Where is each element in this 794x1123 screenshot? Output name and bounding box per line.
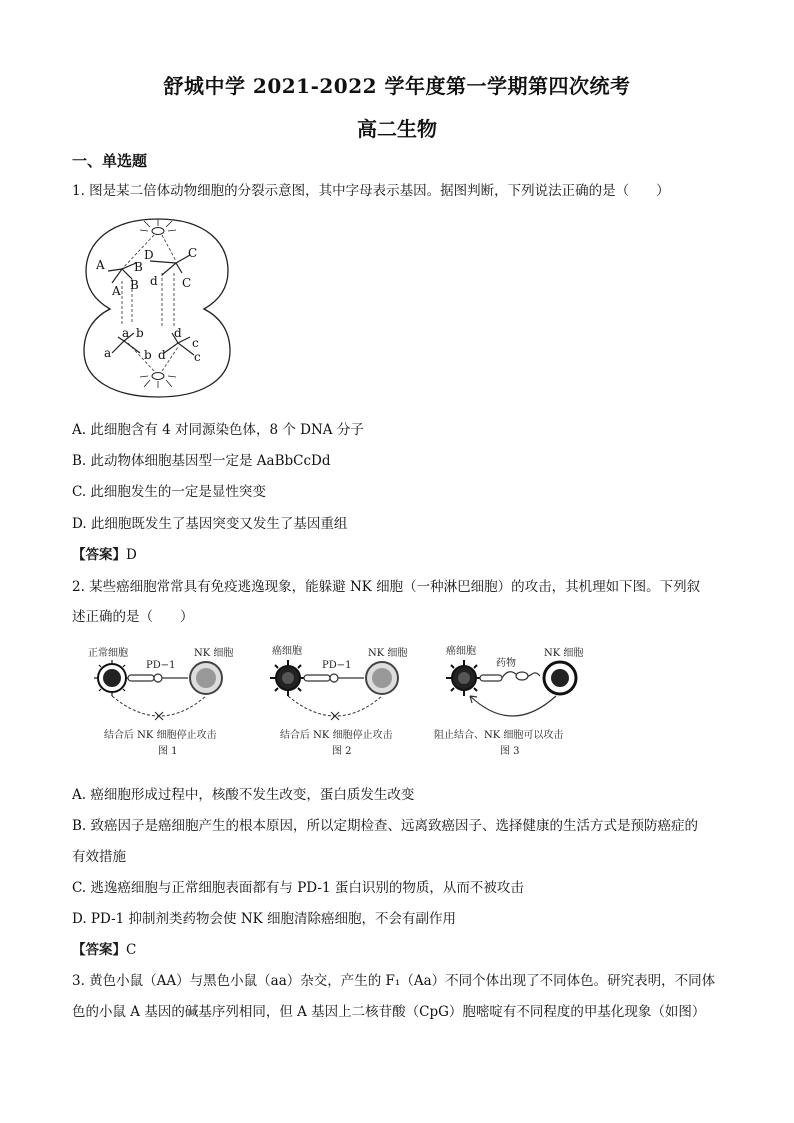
fig3-name: 图 3 <box>500 746 520 757</box>
gene-label: d <box>174 326 182 340</box>
fig3-right-label: NK 细胞 <box>544 648 584 659</box>
fig3-left-label: 癌细胞 <box>446 646 476 657</box>
q2-stem-line1: 2. 某些癌细胞常常具有免疫逃逸现象，能躲避 NK 细胞（一种淋巴细胞）的攻击，其机理如下图。下列叙 <box>72 579 701 595</box>
gene-label: c <box>192 336 199 350</box>
answer-tag: 【答案】 <box>72 547 126 563</box>
q2-stem-line2: 述正确的是（ ） <box>72 609 194 625</box>
gene-label: B <box>134 260 143 274</box>
gene-label: A <box>96 258 105 272</box>
fig1-caption: 结合后 NK 细胞停止攻击 <box>104 730 217 741</box>
fig1-mid-label: PD−1 <box>146 660 176 671</box>
gene-label: d <box>150 274 158 288</box>
gene-label: a <box>104 346 112 360</box>
cancer-cell-icon <box>270 660 306 696</box>
gene-label: B <box>130 278 139 292</box>
q1-answer <box>72 546 137 564</box>
fig2-right-label: NK 细胞 <box>368 648 408 659</box>
gene-label: b <box>144 348 152 362</box>
cell-division-figure <box>78 213 238 407</box>
gene-label: A <box>112 284 121 298</box>
page-title: 舒城中学 2021-2022 学年度第一学期第四次统考 <box>163 74 631 98</box>
answer-value: C <box>126 942 137 958</box>
q1-option-b: B. 此动物体细胞基因型一定是 AaBbCcDd <box>72 453 331 469</box>
fig2-mid-label: PD−1 <box>322 660 352 671</box>
fig1-left-label: 正常细胞 <box>88 648 128 659</box>
fig1-name: 图 1 <box>158 746 178 757</box>
q2-option-b-cont: 有效措施 <box>72 849 126 865</box>
nk-cell-icon <box>366 662 398 694</box>
q2-option-c: C. 逃逸癌细胞与正常细胞表面都有与 PD-1 蛋白识别的物质，从而不被攻击 <box>72 880 524 896</box>
gene-label: C <box>188 246 198 260</box>
fig2-caption: 结合后 NK 细胞停止攻击 <box>280 730 393 741</box>
q2-option-a: A. 癌细胞形成过程中，核酸不发生改变，蛋白质发生改变 <box>72 787 415 803</box>
q1-stem: 1. 图是某二倍体动物细胞的分裂示意图，其中字母表示基因。据图判断，下列说法正确的是（ ） <box>72 183 670 199</box>
fig3-mid-label: 药物 <box>496 658 516 669</box>
gene-label: C <box>182 276 192 290</box>
cancer-cell-icon <box>446 660 482 696</box>
q2-option-d: D. PD-1 抑制剂类药物会使 NK 细胞清除癌细胞，不会有副作用 <box>72 911 457 927</box>
answer-tag: 【答案】 <box>72 942 126 958</box>
fig1-right-label: NK 细胞 <box>194 648 234 659</box>
q1-option-a: A. 此细胞含有 4 对同源染色体，8 个 DNA 分子 <box>72 422 364 438</box>
gene-label: d <box>158 348 166 362</box>
q3-line1: 3. 黄色小鼠（AA）与黑色小鼠（aa）杂交，产生的 F₁（Aa）不同个体出现了不同体色。研究表明，不同体 <box>72 973 716 989</box>
q2-option-b: B. 致癌因子是癌细胞产生的根本原因，所以定期检查、远离致癌因子、选择健康的生活方式是预防癌症的 <box>72 818 699 834</box>
gene-label: D <box>144 248 154 262</box>
nk-cell-icon <box>544 662 576 694</box>
fig2-name: 图 2 <box>332 746 352 757</box>
section-heading: 一、单选题 <box>72 152 148 170</box>
q1-option-c: C. 此细胞发生的一定是显性突变 <box>72 484 266 500</box>
gene-label: b <box>136 326 144 340</box>
q1-option-d: D. 此细胞既发生了基因突变又发生了基因重组 <box>72 516 348 532</box>
gene-label: c <box>194 350 201 364</box>
fig3-caption: 阻止结合、NK 细胞可以攻击 <box>434 730 564 741</box>
q2-answer <box>72 941 136 959</box>
nk-cell-icon <box>190 662 222 694</box>
normal-cell-icon <box>94 660 130 696</box>
page-subtitle: 高二生物 <box>357 117 437 141</box>
q3-line2: 色的小鼠 A 基因的碱基序列相同，但 A 基因上二核苷酸（CpG）胞嘧啶有不同程度的甲基化现象（如图） <box>72 1004 706 1020</box>
immune-escape-figures <box>82 640 602 764</box>
answer-value: D <box>126 547 137 563</box>
gene-label: a <box>122 326 130 340</box>
fig2-left-label: 癌细胞 <box>272 646 302 657</box>
